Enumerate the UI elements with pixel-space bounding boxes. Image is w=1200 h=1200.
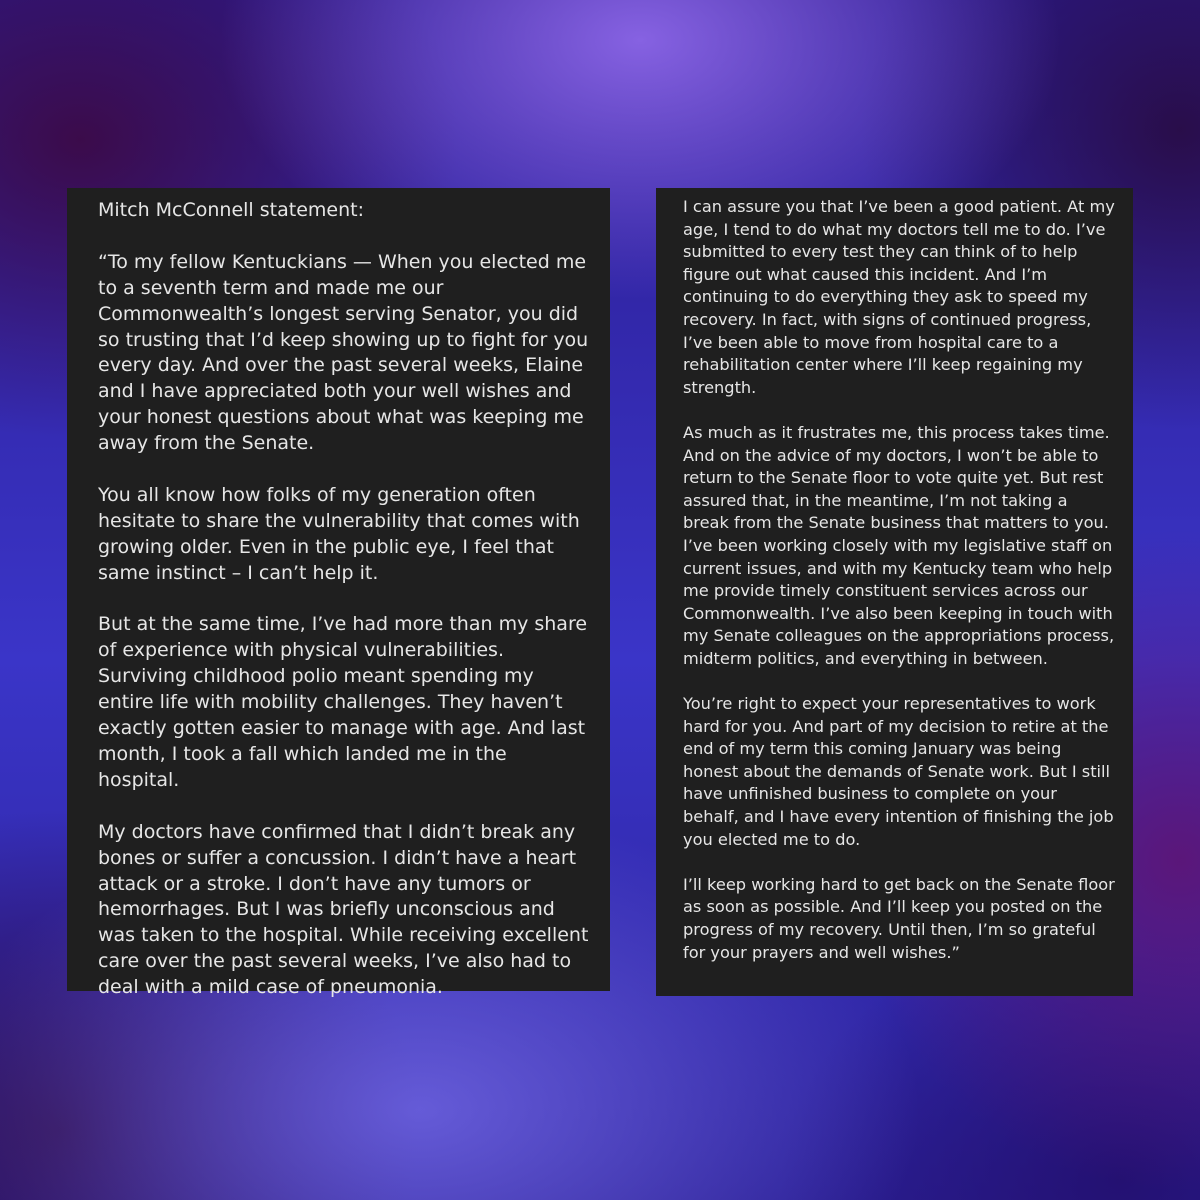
statement-paragraph: But at the same time, I’ve had more than my share of experience with physical vulnerabilities. Surviving childhood polio meant spending my entire life with mobility challenges. They haven’t exactly gotten easier to manage with age. And last month, I took a fall which landed me in the hospital. (98, 613, 588, 791)
statement-paragraph: As much as it frustrates me, this process takes time. And on the advice of my doctors, I won’t be able to return to the Senate floor to vote quite yet. But rest assured that, in the meantime, I’m not taking a break from the Senate business that matters to you. I’ve been working closely with my legislative staff on current issues, and with my Kentucky team who help me provide timely constituent services across our Commonwealth. I’ve also been keeping in touch with my Senate colleagues on the appropriations process, midterm politics, and everything in between. (683, 422, 1115, 668)
statement-paragraph: “To my fellow Kentuckians — When you elected me to a seventh term and made me our Commonwealth’s longest serving Senator, you did so trusting that I’d keep showing up to fight for you every day. And over the past several weeks, Elaine and I have appreciated both your well wishes and your honest questions about what was keeping me away from the Senate. (98, 250, 589, 455)
statement-paragraph: I’ll keep working hard to get back on the Senate floor as soon as possible. And I’ll keep you posted on the progress of my recovery. Until then, I’m so grateful for your prayers and well wishes.” (683, 874, 1115, 962)
statement-paragraph: My doctors have confirmed that I didn’t break any bones or suffer a concussion. I didn’t have a heart attack or a stroke. I don’t have any tumors or hemorrhages. But I was briefly unconscious and was taken to the hospital. While receiving excellent care over the past several weeks, I’ve also had to deal with a mild case of pneumonia. (98, 820, 589, 999)
statement-paragraph: You’re right to expect your representatives to work hard for you. And part of my decision to retire at the end of my term this coming January was being honest about the demands of Senate work. But I still have unfinished business to complete on your behalf, and I have every intention of finishing the job you elected me to do. (683, 694, 1114, 849)
statement-panel-left (67, 188, 610, 999)
statement-paragraph: You all know how folks of my generation often hesitate to share the vulnerability that comes with growing older. Even in the public eye, I feel that same instinct – I can’t help it. (98, 483, 580, 584)
statement-panel-right (656, 188, 1133, 996)
statement-title: Mitch McConnell statement: (98, 199, 364, 221)
statement-paragraph: I can assure you that I’ve been a good patient. At my age, I tend to do what my doctors tell me to do. I’ve submitted to every test they can think of to help figure out what caused this incident. And I’m continuing to do everything they ask to speed my recovery. In fact, with signs of continued progress, I’ve been able to move from hospital care to a rehabilitation center where I’ll keep regaining my strength. (683, 197, 1115, 397)
